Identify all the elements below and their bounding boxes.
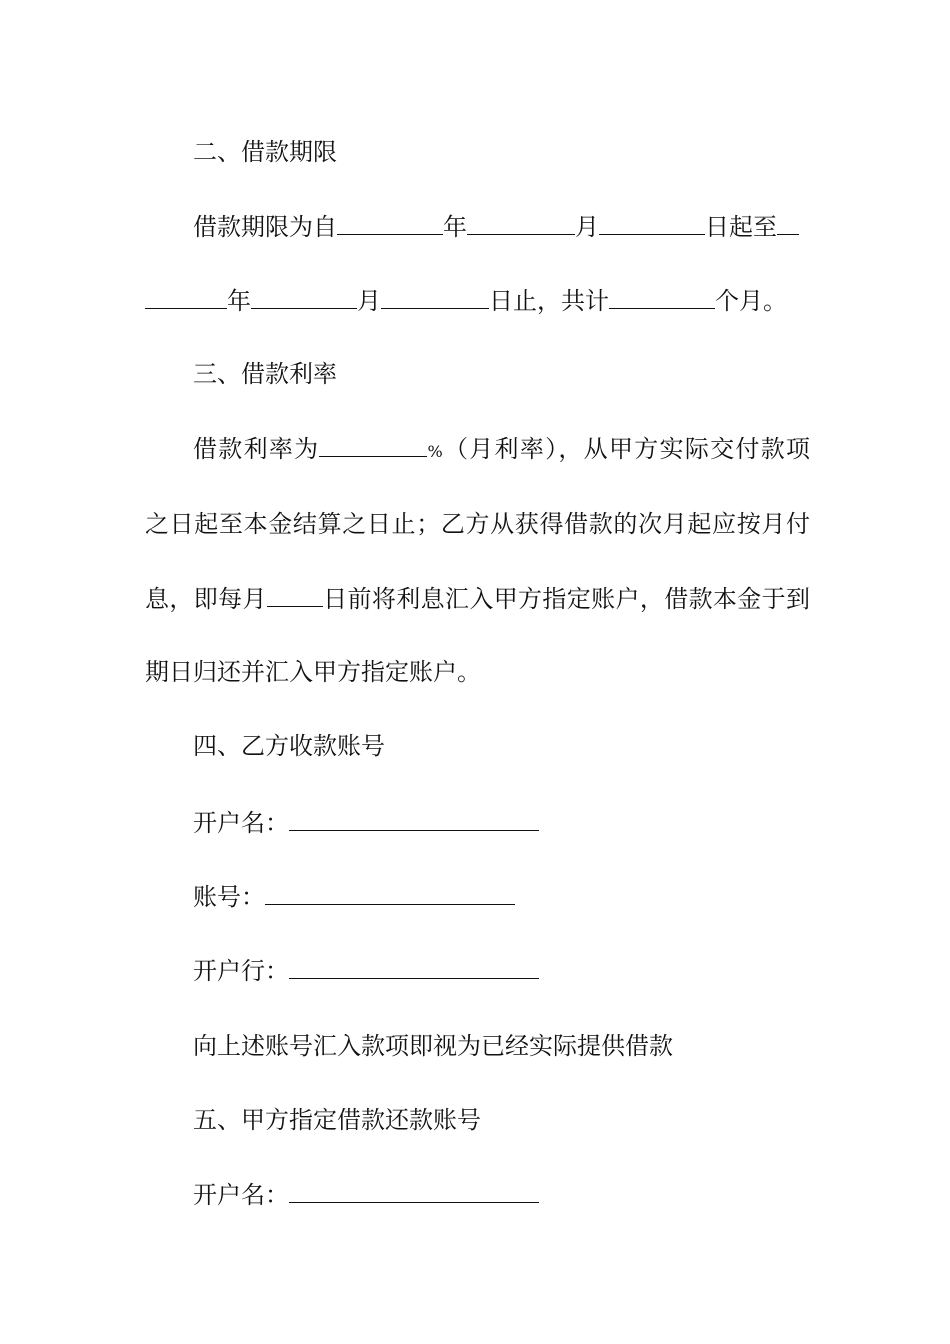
borrower-account-name-blank	[289, 806, 539, 831]
end-year-blank-a	[777, 210, 799, 235]
interest-rate-line-1: 借款利率为 %（月利率），从甲方实际交付款项	[145, 432, 810, 468]
section-2-heading: 二、借款期限	[193, 138, 337, 166]
section-3-heading: 三、借款利率	[193, 360, 337, 388]
interest-rate-line-2: 之日起至本金结算之日止；乙方从获得借款的次月起应按月付	[145, 510, 810, 538]
lender-account-name-blank	[289, 1178, 539, 1203]
start-day-blank	[599, 210, 705, 235]
end-month-blank	[251, 284, 357, 309]
start-year-blank	[337, 210, 443, 235]
interest-rate-line-3: 息，即每月 日前将利息汇入甲方指定账户，借款本金于到	[145, 582, 810, 615]
loan-term-line-2: 年 月 日止，共计 个月。	[145, 284, 810, 317]
borrower-bank-blank	[289, 954, 539, 979]
transfer-note: 向上述账号汇入款项即视为已经实际提供借款	[193, 1032, 673, 1060]
interest-rate-blank	[319, 432, 427, 457]
interest-rate-line-4: 期日归还并汇入甲方指定账户。	[145, 658, 481, 686]
borrower-account-name-line: 开户名：	[145, 806, 858, 839]
start-month-blank	[467, 210, 575, 235]
section-5-heading: 五、甲方指定借款还款账号	[193, 1106, 481, 1134]
total-months-blank	[609, 284, 715, 309]
borrower-account-number-line: 账号：	[145, 880, 858, 913]
end-year-blank-b	[145, 284, 227, 309]
end-day-blank	[381, 284, 489, 309]
borrower-account-number-blank	[265, 880, 515, 905]
lender-account-name-line: 开户名：	[145, 1178, 858, 1211]
section-4-heading: 四、乙方收款账号	[193, 732, 385, 760]
payment-day-blank	[267, 582, 323, 607]
loan-term-line-1: 借款期限为自 年 月 日起至	[145, 210, 858, 243]
borrower-bank-line: 开户行：	[145, 954, 858, 987]
